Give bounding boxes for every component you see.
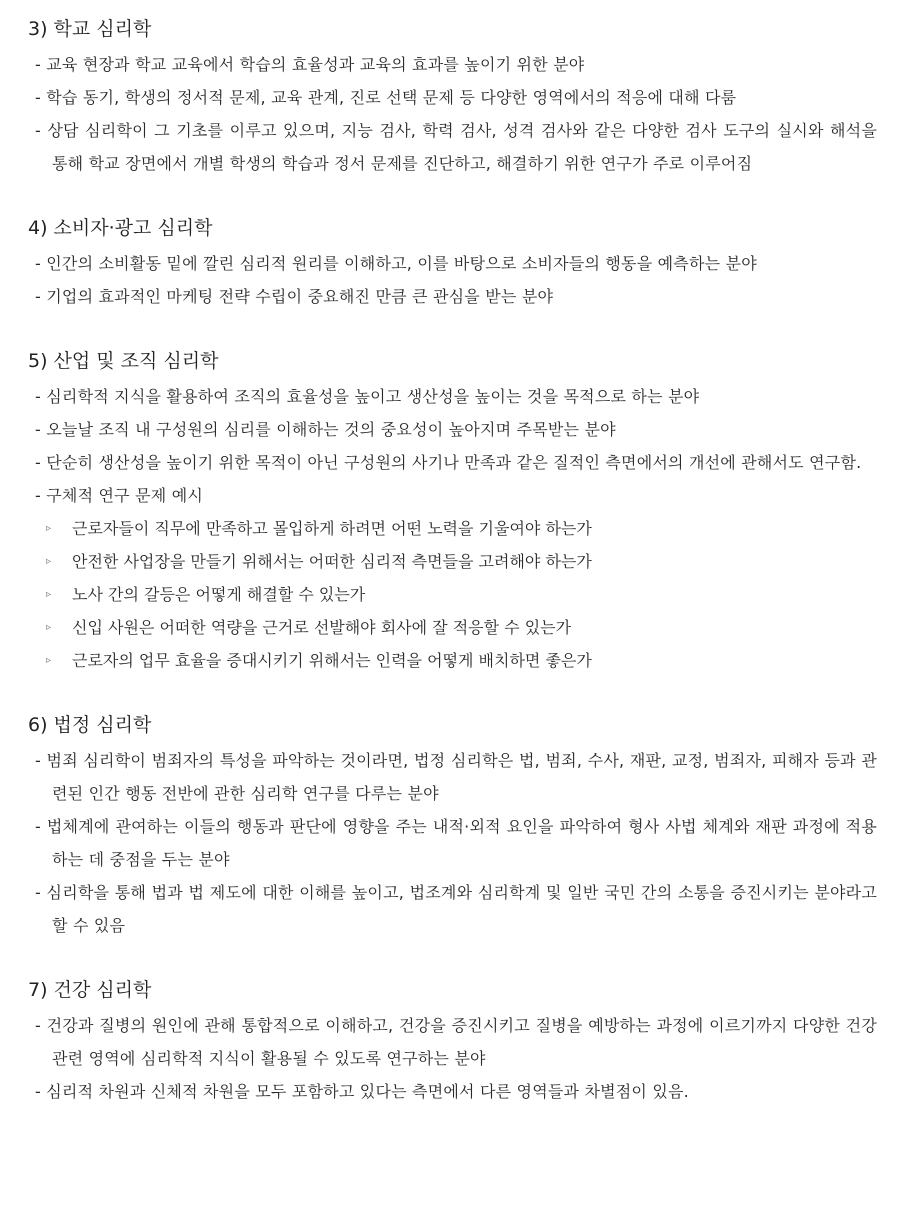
bullet-item: - 법체계에 관여하는 이들의 행동과 판단에 영향을 주는 내적·외적 요인을 파악하여 형사 사법 체계와 재판 과정에 적용하는 데 중점을 두는 분야	[35, 817, 877, 869]
triangle-bullet-icon: ▹	[46, 589, 52, 600]
triangle-bullet-icon: ▹	[46, 556, 52, 567]
sub-item	[28, 578, 877, 611]
bullet-item: - 오늘날 조직 내 구성원의 심리를 이해하는 것의 중요성이 높아지며 주목받는 분야	[35, 420, 616, 439]
bullet-item: - 범죄 심리학이 범죄자의 특성을 파악하는 것이라면, 법정 심리학은 법, 범죄, 수사, 재판, 교정, 범죄자, 피해자 등과 관련된 인간 행동 전반에 관한 심리학 연구를 다루는 분야	[35, 751, 877, 803]
bullet-item: - 심리학적 지식을 활용하여 조직의 효율성을 높이고 생산성을 높이는 것을 목적으로 하는 분야	[35, 387, 700, 406]
sub-item	[28, 644, 877, 677]
bullet-item: - 인간의 소비활동 밑에 깔린 심리적 원리를 이해하고, 이를 바탕으로 소비자들의 행동을 예측하는 분야	[35, 254, 757, 273]
bullet-item: - 학습 동기, 학생의 정서적 문제, 교육 관계, 진로 선택 문제 등 다양한 영역에서의 적응에 대해 다룸	[35, 88, 737, 107]
bullet-item: - 구체적 연구 문제 예시	[35, 486, 204, 505]
section-industrial-organizational-psychology	[28, 346, 877, 677]
triangle-bullet-icon: ▹	[46, 523, 52, 534]
section-title: 4) 소비자·광고 심리학	[28, 217, 213, 239]
section-title: 7) 건강 심리학	[28, 979, 152, 1001]
section-school-psychology	[28, 14, 877, 180]
section-title: 3) 학교 심리학	[28, 18, 152, 40]
bullet-item: - 교육 현장과 학교 교육에서 학습의 효율성과 교육의 효과를 높이기 위한 분야	[35, 55, 585, 74]
triangle-bullet-icon: ▹	[46, 655, 52, 666]
sub-item	[28, 545, 877, 578]
section-title: 6) 법정 심리학	[28, 714, 152, 736]
section-title: 5) 산업 및 조직 심리학	[28, 350, 219, 372]
triangle-bullet-icon: ▹	[46, 622, 52, 633]
sub-item-text: 노사 간의 갈등은 어떻게 해결할 수 있는가	[72, 585, 366, 604]
section-forensic-psychology	[28, 710, 877, 942]
sub-item-text: 근로자들이 직무에 만족하고 몰입하게 하려면 어떤 노력을 기울여야 하는가	[72, 519, 592, 538]
sub-item	[28, 611, 877, 644]
bullet-item: - 건강과 질병의 원인에 관해 통합적으로 이해하고, 건강을 증진시키고 질병을 예방하는 과정에 이르기까지 다양한 건강 관련 영역에 심리학적 지식이 활용될 수 있도록 연구하는 분야	[35, 1016, 877, 1068]
bullet-item: - 심리적 차원과 신체적 차원을 모두 포함하고 있다는 측면에서 다른 영역들과 차별점이 있음.	[35, 1082, 689, 1101]
sub-item	[28, 512, 877, 545]
bullet-item: - 심리학을 통해 법과 법 제도에 대한 이해를 높이고, 법조계와 심리학계 및 일반 국민 간의 소통을 증진시키는 분야라고 할 수 있음	[35, 883, 877, 935]
sub-item-text: 신입 사원은 어떠한 역량을 근거로 선발해야 회사에 잘 적응할 수 있는가	[72, 618, 572, 637]
bullet-item: - 상담 심리학이 그 기초를 이루고 있으며, 지능 검사, 학력 검사, 성격 검사와 같은 다양한 검사 도구의 실시와 해석을 통해 학교 장면에서 개별 학생의 학습과 정서 문제를 진단하고, 해결하기 위한 연구가 주로 이루어짐	[35, 121, 877, 173]
sub-item-text: 안전한 사업장을 만들기 위해서는 어떠한 심리적 측면들을 고려해야 하는가	[72, 552, 592, 571]
bullet-item: - 기업의 효과적인 마케팅 전략 수립이 중요해진 만큼 큰 관심을 받는 분야	[35, 287, 554, 306]
section-health-psychology	[28, 975, 877, 1108]
section-consumer-advertising-psychology	[28, 213, 877, 313]
bullet-item: - 단순히 생산성을 높이기 위한 목적이 아닌 구성원의 사기나 만족과 같은 질적인 측면에서의 개선에 관해서도 연구함.	[35, 453, 862, 472]
sub-item-text: 근로자의 업무 효율을 증대시키기 위해서는 인력을 어떻게 배치하면 좋은가	[72, 651, 592, 670]
